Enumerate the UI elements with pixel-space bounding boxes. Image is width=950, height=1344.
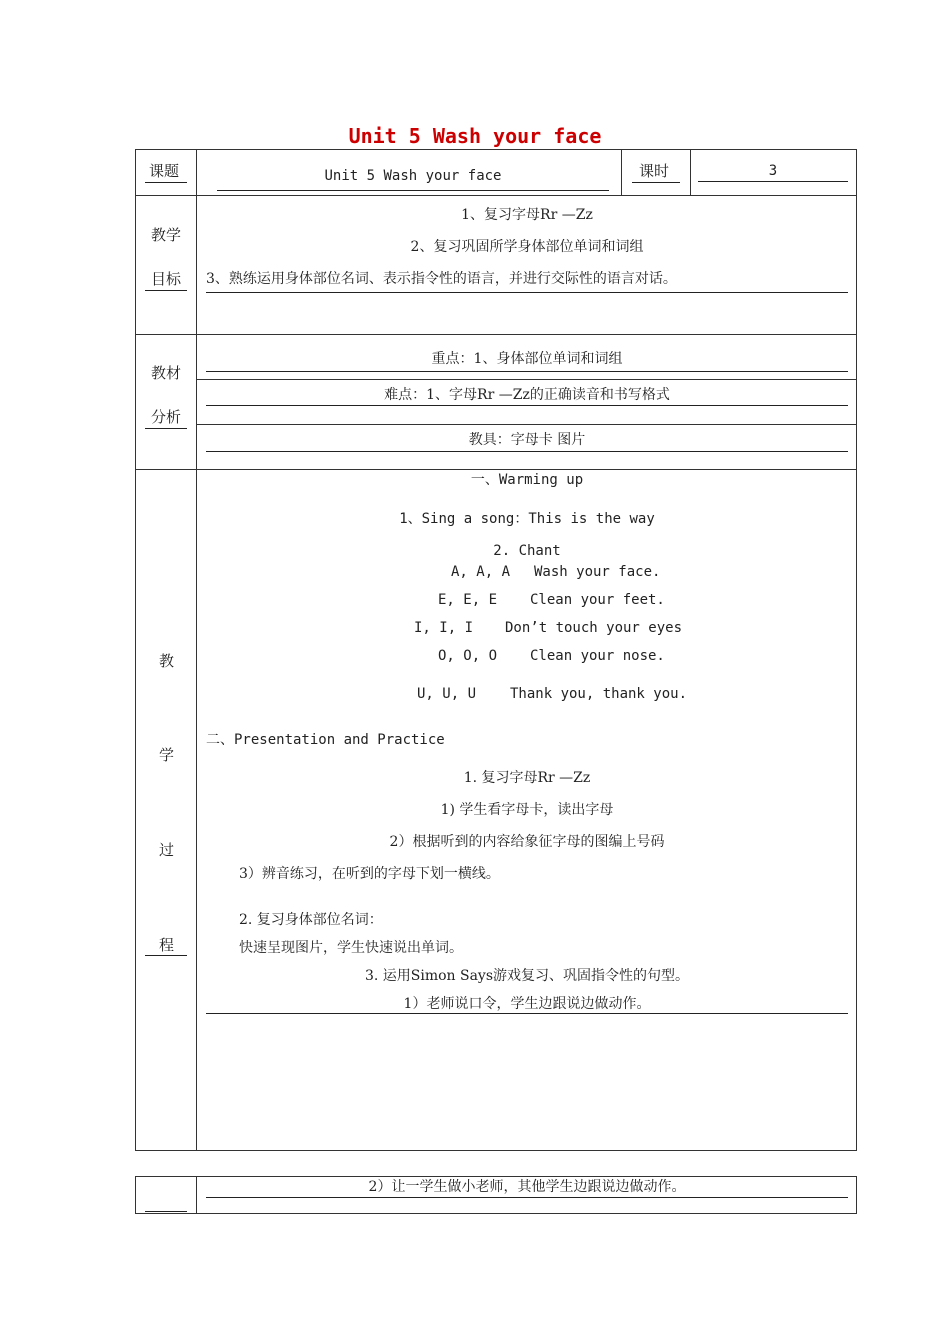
objectives-label-2: 目标 xyxy=(151,270,182,288)
difficulty: 难点：1、字母Rr —Zz的正确读音和书写格式 xyxy=(384,387,670,403)
chant-text: Don’t touch your eyes xyxy=(505,620,683,636)
song-line: 1、Sing a song：This is the way xyxy=(399,511,655,527)
table-column-divider xyxy=(196,149,197,1151)
objective-item: 2、复习巩固所学身体部位单词和词组 xyxy=(410,239,644,255)
step-3: 3. 运用Simon Says游戏复习、巩固指令性的句型。 xyxy=(364,968,690,984)
step-2: 2. 复习身体部位名词： xyxy=(239,912,383,928)
process-label: 教 xyxy=(159,652,175,670)
step-1-1: 1) 学生看字母卡，读出字母 xyxy=(440,802,614,818)
key-point: 重点：1、身体部位单词和词组 xyxy=(431,351,623,367)
step-3-1: 1）老师说口令，学生边跟说边做动作。 xyxy=(403,996,651,1012)
chant-text: Wash your face. xyxy=(534,564,661,580)
topic-label: 课题 xyxy=(149,162,180,180)
step-1-2: 2）根据听到的内容给象征字母的图编上号码 xyxy=(389,834,665,850)
chant-heading: 2. Chant xyxy=(493,543,561,559)
warmup-heading: 一、Warming up xyxy=(470,472,584,488)
process-label: 学 xyxy=(159,746,175,764)
step-2-1: 快速呈现图片，学生快速说出单词。 xyxy=(239,940,463,956)
chant-letters: O, O, O xyxy=(438,648,498,664)
chant-letters: E, E, E xyxy=(438,592,498,608)
teaching-aids: 教具：字母卡 图片 xyxy=(468,432,586,448)
objective-item: 1、复习字母Rr —Zz xyxy=(461,207,593,223)
topic-value: Unit 5 Wash your face xyxy=(324,168,502,184)
chant-letters: A, A, A xyxy=(451,564,511,580)
process-label: 过 xyxy=(159,841,175,859)
process-label: 程 xyxy=(159,936,175,954)
objective-item: 3、熟练运用身体部位名词、表示指令性的语言，并进行交际性的语言对话。 xyxy=(206,271,677,287)
chant-letters: I, I, I xyxy=(414,620,474,636)
hours-value: 3 xyxy=(768,163,778,179)
analysis-label: 教材 xyxy=(151,364,182,382)
step-1-3: 3）辨音练习，在听到的字母下划一横线。 xyxy=(239,866,500,882)
objectives-label: 教学 xyxy=(151,226,182,244)
chant-letters: U, U, U xyxy=(417,686,477,702)
presentation-heading: 二、Presentation and Practice xyxy=(206,732,445,748)
continuation-line: 2）让一学生做小老师，其他学生边跟说边做动作。 xyxy=(368,1179,686,1195)
chant-text: Clean your feet. xyxy=(530,592,665,608)
analysis-label-2: 分析 xyxy=(151,408,182,426)
step-1: 1. 复习字母Rr —Zz xyxy=(463,770,591,786)
hours-label: 课时 xyxy=(639,162,670,180)
chant-text: Thank you, thank you. xyxy=(510,686,688,702)
document-title: Unit 5 Wash your face xyxy=(348,124,602,148)
chant-text: Clean your nose. xyxy=(530,648,665,664)
